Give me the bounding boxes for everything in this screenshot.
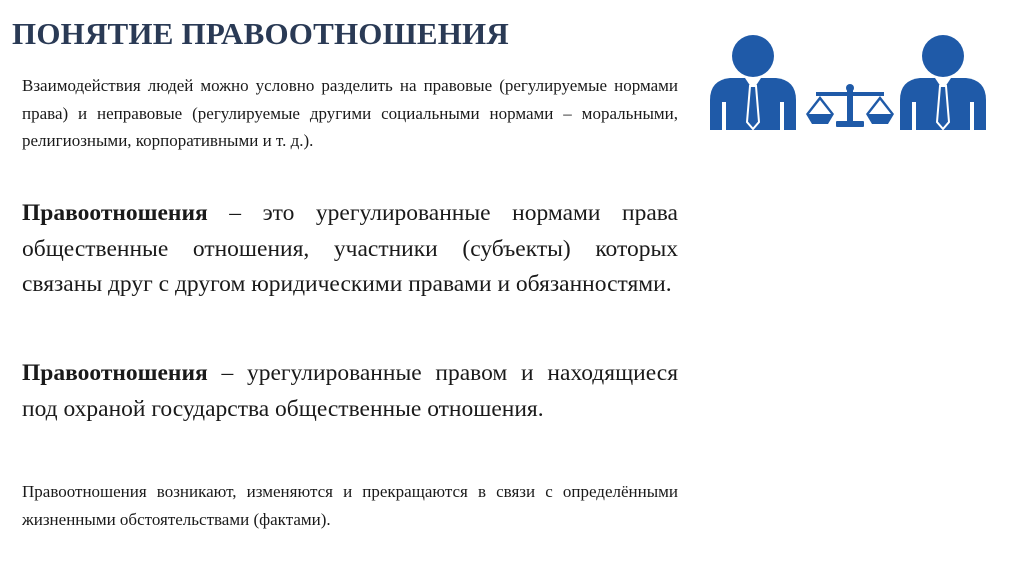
intro-paragraph: Взаимодействия людей можно условно разделить на правовые (регулируемые нормами права) и неправовые (регулируемые другими социальными нормами – моральными, религиозными, корпоративными и т. д.). — [22, 76, 678, 150]
facts-paragraph: Правоотношения возникают, изменяются и прекращаются в связи с определёнными жизненными обстоятельствами (фактами). — [22, 482, 678, 529]
definition-term: Правоотношения — [22, 360, 208, 386]
person-left-icon — [710, 35, 796, 130]
person-right-icon — [900, 35, 986, 130]
definition-term: Правоотношения — [22, 200, 208, 226]
slide-title: ПОНЯТИЕ ПРАВООТНОШЕНИЯ — [12, 16, 509, 51]
definition-paragraph-2 — [22, 356, 678, 427]
legal-relation-illustration — [700, 30, 1000, 142]
scales-of-justice-icon — [806, 84, 894, 127]
definition-text: – урегулированные правом и находящиеся под охраной государства общественные отношения. — [22, 360, 678, 422]
definition-text: – это урегулированные нормами права общественные отношения, участники (субъекты) которых связаны друг с другом юридическими правами и обязанностями. — [22, 200, 678, 297]
definition-paragraph-1 — [22, 196, 678, 303]
